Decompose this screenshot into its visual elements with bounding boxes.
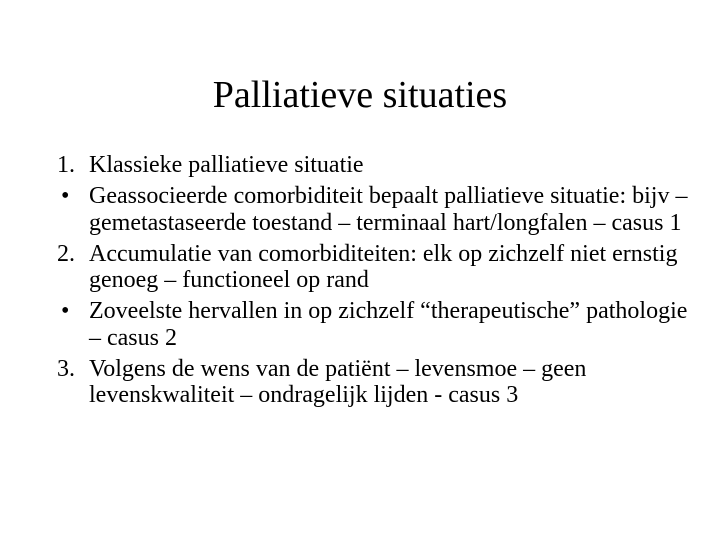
bullet-icon: • — [61, 298, 70, 324]
list-item-bullet-1 — [57, 183, 697, 236]
list-number: 1. — [57, 152, 75, 178]
list-item-text: Geassocieerde comorbiditeit bepaalt palliatieve situatie: bijv – gemetastaseerde toestand – terminaal hart/longfalen – casus 1 — [89, 183, 688, 236]
list-item-3 — [57, 356, 697, 409]
list-number: 3. — [57, 355, 75, 382]
slide-title: Palliatieve situaties — [212, 74, 508, 116]
list-item-2 — [57, 241, 697, 294]
list-item-text: Zoveelste hervallen in op zichzelf “therapeutische” pathologie – casus 2 — [89, 298, 688, 351]
list-item-1 — [57, 152, 697, 179]
list-item-text: Volgens de wens van de patiënt – levensmoe – geen levenskwaliteit – ondragelijk lijden - casus 3 — [89, 355, 587, 408]
body-list — [57, 152, 697, 413]
bullet-icon: • — [61, 183, 70, 209]
list-item-text: Accumulatie van comorbiditeiten: elk op zichzelf niet ernstig genoeg – functioneel op rand — [89, 240, 678, 293]
list-number: 2. — [57, 240, 75, 267]
list-item-text: Klassieke palliatieve situatie — [89, 152, 364, 178]
list-item-bullet-2 — [57, 298, 697, 351]
